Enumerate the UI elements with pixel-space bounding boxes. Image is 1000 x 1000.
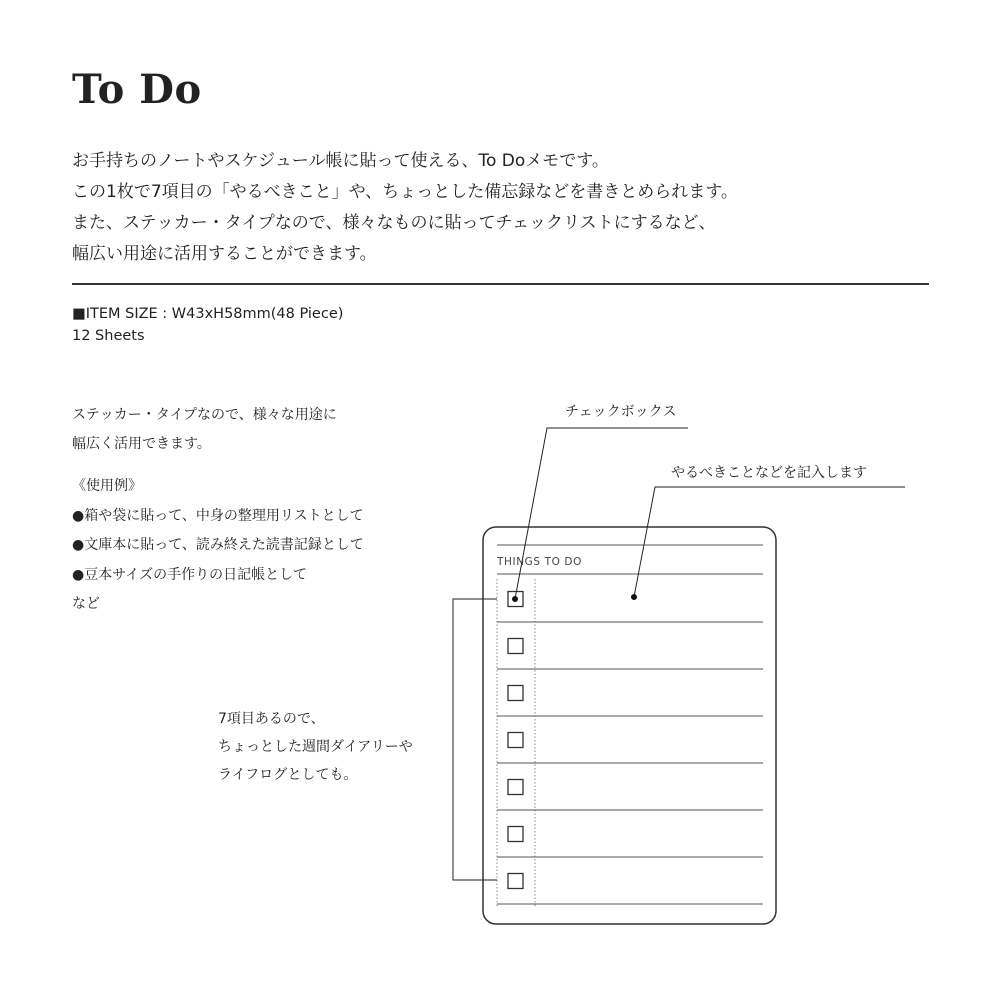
page-title: To Do bbox=[72, 66, 202, 113]
usage-line: 幅広く活用できます。 bbox=[72, 436, 211, 452]
example-item: ●箱や袋に貼って、中身の整理用リストとして bbox=[72, 507, 364, 524]
intro-line: また、ステッカー・タイプなので、様々なものに貼ってチェックリストにするなど、 bbox=[72, 213, 716, 233]
examples-heading: 《使用例》 bbox=[72, 478, 142, 494]
sheet-outline bbox=[483, 527, 776, 924]
sheet-count: 12 Sheets bbox=[72, 328, 145, 344]
checkbox-callout-label: チェックボックス bbox=[565, 404, 677, 420]
usage-line: ステッカー・タイプなので、様々な用途に bbox=[72, 407, 337, 423]
checkbox-callout-dot bbox=[512, 596, 518, 602]
intro-line: この1枚で7項目の「やるべきこと」や、ちょっとした備忘録などを書きとめられます。 bbox=[72, 182, 738, 202]
intro-line: 幅広い用途に活用することができます。 bbox=[72, 244, 377, 264]
item-size-line: ■ITEM SIZE : W43xH58mm(48 Piece) bbox=[72, 306, 344, 322]
example-item: など bbox=[72, 596, 100, 612]
example-item: ●豆本サイズの手作りの日記帳として bbox=[72, 566, 308, 583]
sheet-header: THINGS TO DO bbox=[497, 556, 582, 568]
write-in-callout-label: やるべきことなどを記入します bbox=[671, 465, 867, 481]
note-line: ちょっとした週間ダイアリーや bbox=[218, 739, 413, 755]
note-line: 7項目あるので、 bbox=[218, 711, 325, 727]
write-in-callout-dot bbox=[631, 594, 637, 600]
example-item: ●文庫本に貼って、読み終えた読書記録として bbox=[72, 537, 364, 553]
intro-line: お手持ちのノートやスケジュール帳に貼って使える、To Doメモです。 bbox=[72, 151, 609, 171]
note-line: ライフログとしても。 bbox=[218, 767, 358, 783]
